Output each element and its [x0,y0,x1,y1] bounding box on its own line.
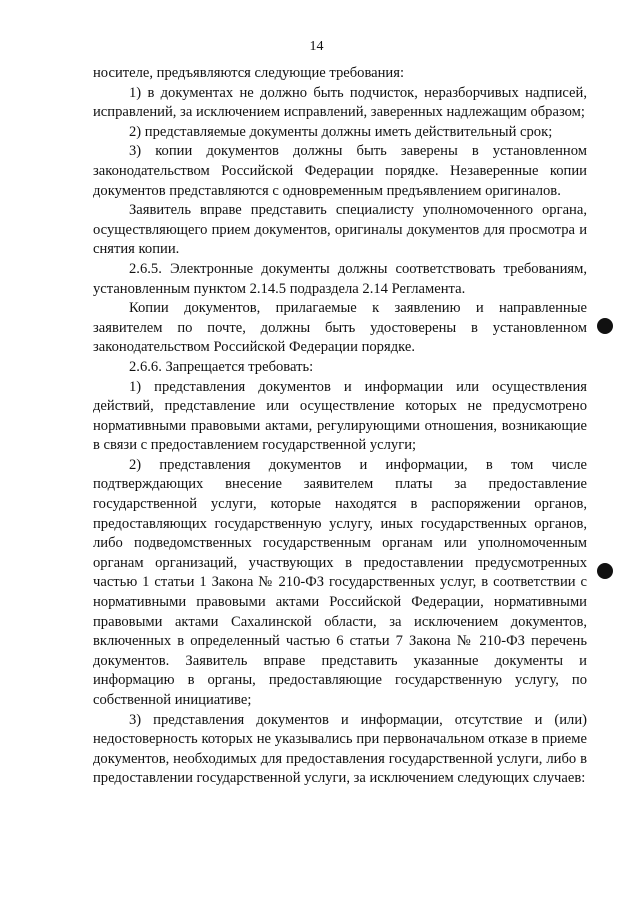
paragraph-requirement-2: 2) представляемые документы должны иметь действительный срок; [129,123,553,140]
paragraph-section-2-6-6: 2.6.6. Запрещается требовать: [129,358,314,375]
paragraph-section-2-6-5: 2.6.5. Электронные документы должны соответствовать требованиям, установленным пунктом 2.14.5 подраздела 2.14 Регламента. [93,260,587,297]
paragraph-postal-copies: Копии документов, прилагаемые к заявлению и направленные заявителем по почте, должны быть удостоверены в установленном законодательством Российской Федерации порядке. [93,300,587,356]
paragraph-requirement-1: 1) в документах не должно быть подчисток, неразборчивых надписей, исправлений, за исключением исправлений, заверенных надлежащим образом; [93,84,587,121]
document-body [93,64,587,789]
paragraph-applicant-originals: Заявитель вправе представить специалисту уполномоченного органа, осуществляющего прием документов, оригиналы документов для просмотра и снятия копии. [93,202,587,258]
paragraph-continuation: носителе, предъявляются следующие требования: [93,65,405,81]
paragraph-prohibition-3: 3) представления документов и информации, отсутствие и (или) недостоверность которых не указывались при первоначальном отказе в приеме документов, необходимых для предоставления государственной услуги, либо в предоставлении государственной услуги, за исключением следующих случаев: [93,711,587,787]
page-number: 14 [309,39,324,54]
paragraph-requirement-3: 3) копии документов должны быть заверены в установленном законодательством Российской Федерации порядке. Незаверенные копии документов представляются с одновременным предъявлением оригиналов. [93,143,587,199]
paragraph-prohibition-1: 1) представления документов и информации или осуществления действий, представление или осуществление которых не предусмотрено нормативными правовыми актами, регулирующими отношения, возникающие в связи с предоставлением государственной услуги; [93,378,587,454]
binder-hole-mark [597,563,613,579]
binder-hole-mark [597,318,613,334]
paragraph-prohibition-2: 2) представления документов и информации, в том числе подтверждающих внесение заявителем платы за предоставление государственной услуги, которые находятся в распоряжении органов, предоставляющих государственную услугу, иных государственных органов, либо подведомственных государственным органам или уполномоченным органам организаций, участвующих в предоставлении предусмотренных частью 1 статьи 1 Закона № 210-ФЗ государственных услуг, в соответствии с нормативными правовыми актами Российской Федерации, нормативными правовыми актами Сахалинской области, за исключением документов, включенных в определенный частью 6 статьи 7 Закона № 210-ФЗ перечень документов. Заявитель вправе представить указанные документы и информацию в органы, предоставляющие государственную услугу, по собственной инициативе; [93,456,587,708]
